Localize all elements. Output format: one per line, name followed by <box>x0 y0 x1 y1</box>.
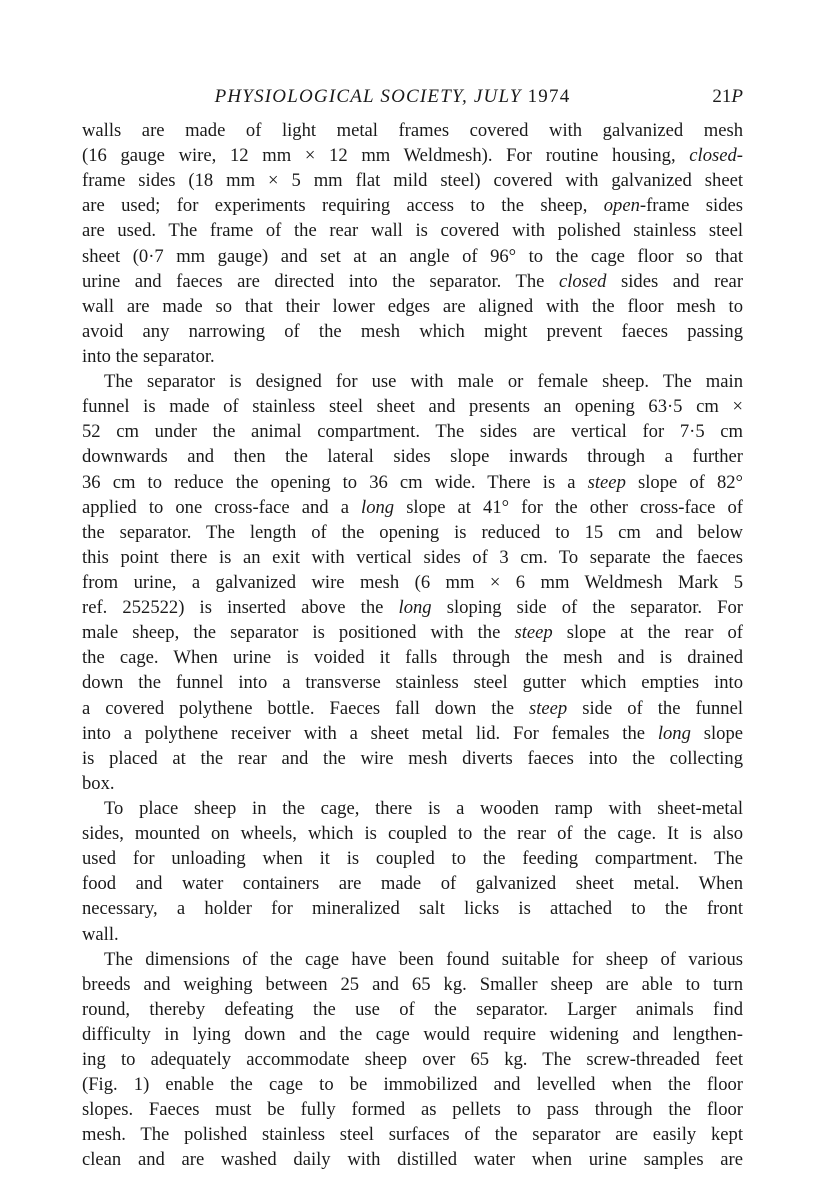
text-segment: difficulty in lying down and the cage would require widening and lengthen- <box>82 1023 743 1045</box>
text-segment: (Fig. 1) enable the cage to be immobilized and levelled when the floor <box>82 1074 743 1096</box>
text-line <box>82 670 743 695</box>
text-segment: To place sheep in the cage, there is a wooden ramp with sheet-metal <box>104 797 743 819</box>
text-segment: into the separator. <box>82 345 215 367</box>
year: 1974 <box>527 86 571 107</box>
italic-term: long <box>398 597 432 619</box>
journal-title <box>82 86 743 108</box>
text-segment: the cage. When urine is voided it falls through the mesh and is drained <box>82 647 743 669</box>
text-line <box>82 545 743 570</box>
text-line <box>82 168 743 193</box>
text-line <box>82 922 743 947</box>
text-line <box>82 1147 743 1172</box>
text-line <box>82 620 743 645</box>
text-line <box>82 394 743 419</box>
text-segment: a covered polythene bottle. Faeces fall down the <box>82 697 530 719</box>
text-segment: male sheep, the separator is positioned with the <box>82 622 515 644</box>
text-segment: down the funnel into a transverse stainless steel gutter which empties into <box>82 672 743 694</box>
text-line <box>82 294 743 319</box>
text-segment: sloping side of the separator. For <box>431 597 743 619</box>
text-segment: slope <box>690 722 743 744</box>
text-line <box>82 796 743 821</box>
text-segment: used for unloading when it is coupled to the feeding compartment. The <box>82 848 743 870</box>
text-line <box>82 1097 743 1122</box>
text-line <box>82 269 743 294</box>
text-line <box>82 570 743 595</box>
text-line <box>82 520 743 545</box>
text-segment: sides and rear <box>606 270 744 292</box>
text-segment: ref. 252522) is inserted above the <box>82 597 399 619</box>
text-line <box>82 771 743 796</box>
text-line <box>82 1122 743 1147</box>
text-segment: -frame sides <box>639 195 743 217</box>
text-segment: slope at 41° for the other cross-face of <box>394 496 743 518</box>
text-segment: slope at the rear of <box>552 622 743 644</box>
text-line <box>82 444 743 469</box>
text-segment: sheet (0·7 mm gauge) and set at an angle of 96° to the cage floor so that <box>82 245 743 267</box>
text-segment: food and water containers are made of galvanized sheet metal. When <box>82 873 743 895</box>
text-line <box>82 871 743 896</box>
text-line <box>82 721 743 746</box>
italic-term: long <box>361 496 395 518</box>
text-segment: downwards and then the lateral sides slope inwards through a further <box>82 446 743 468</box>
text-segment: the separator. The length of the opening is reduced to 15 cm and below <box>82 521 743 543</box>
italic-term: open <box>603 195 640 217</box>
text-segment: is placed at the rear and the wire mesh diverts faeces into the collecting <box>82 747 743 769</box>
running-header <box>82 86 743 114</box>
text-line <box>82 645 743 670</box>
text-line <box>82 344 743 369</box>
text-segment: breeds and weighing between 25 and 65 kg. Smaller sheep are able to turn <box>82 973 743 995</box>
text-segment: slopes. Faeces must be fully formed as pellets to pass through the floor <box>82 1099 743 1121</box>
text-line <box>82 419 743 444</box>
italic-term: closed- <box>689 145 743 167</box>
text-line <box>82 595 743 620</box>
title-text: PHYSIOLOGICAL SOCIETY, JULY <box>214 86 522 107</box>
text-segment: into a polythene receiver with a sheet metal lid. For females the <box>82 722 658 744</box>
text-segment: 52 cm under the animal compartment. The sides are vertical for 7·5 cm <box>82 421 743 443</box>
text-segment: (16 gauge wire, 12 mm × 12 mm Weldmesh). For routine housing, <box>82 145 690 167</box>
text-segment: side of the funnel <box>567 697 743 719</box>
text-segment: funnel is made of stainless steel sheet and presents an opening 63·5 cm × <box>82 396 743 418</box>
text-segment: are used; for experiments requiring access to the sheep, <box>82 195 604 217</box>
page-suffix: P <box>731 86 743 107</box>
italic-term: steep <box>587 471 626 493</box>
text-line <box>82 997 743 1022</box>
text-line <box>82 143 743 168</box>
text-line <box>82 947 743 972</box>
text-line <box>82 696 743 721</box>
body-text <box>82 118 743 1173</box>
text-segment: clean and are washed daily with distilled water when urine samples are <box>82 1149 743 1171</box>
text-line <box>82 746 743 771</box>
text-segment: frame sides (18 mm × 5 mm flat mild steel) covered with galvanized sheet <box>82 170 743 192</box>
text-line <box>82 218 743 243</box>
text-segment: walls are made of light metal frames covered with galvanized mesh <box>82 120 743 141</box>
text-line <box>82 369 743 394</box>
text-segment: The dimensions of the cage have been found suitable for sheep of various <box>104 948 743 970</box>
text-segment: slope of 82° <box>625 471 743 493</box>
text-line <box>82 470 743 495</box>
text-line <box>82 1022 743 1047</box>
text-segment: 36 cm to reduce the opening to 36 cm wide. There is a <box>82 471 588 493</box>
text-segment: from urine, a galvanized wire mesh (6 mm × 6 mm Weldmesh Mark 5 <box>82 571 743 593</box>
text-segment: applied to one cross-face and a <box>82 496 362 518</box>
italic-term: long <box>657 722 691 744</box>
text-line <box>82 495 743 520</box>
text-segment: wall. <box>82 923 119 945</box>
italic-term: closed <box>558 270 607 292</box>
text-segment: box. <box>82 772 115 794</box>
text-line <box>82 846 743 871</box>
text-segment: avoid any narrowing of the mesh which might prevent faeces passing <box>82 320 743 342</box>
text-line <box>82 319 743 344</box>
italic-term: steep <box>514 622 553 644</box>
text-segment: mesh. The polished stainless steel surfaces of the separator are easily kept <box>82 1124 743 1146</box>
text-segment: wall are made so that their lower edges are aligned with the floor mesh to <box>82 295 743 317</box>
text-line <box>82 821 743 846</box>
text-line <box>82 244 743 269</box>
text-segment: round, thereby defeating the use of the separator. Larger animals find <box>82 998 743 1020</box>
text-segment: are used. The frame of the rear wall is covered with polished stainless steel <box>82 220 743 242</box>
text-line <box>82 1072 743 1097</box>
italic-term: steep <box>529 697 568 719</box>
text-line <box>82 972 743 997</box>
text-segment: sides, mounted on wheels, which is coupled to the rear of the cage. It is also <box>82 823 743 845</box>
text-line <box>82 193 743 218</box>
text-segment: ing to adequately accommodate sheep over 65 kg. The screw-threaded feet <box>82 1049 743 1071</box>
text-line <box>82 118 743 143</box>
text-segment: this point there is an exit with vertical sides of 3 cm. To separate the faeces <box>82 546 743 568</box>
text-line <box>82 1047 743 1072</box>
text-line <box>82 896 743 921</box>
text-segment: urine and faeces are directed into the separator. The <box>82 270 559 292</box>
page-number <box>712 86 743 108</box>
page-number-digits: 21 <box>712 86 732 107</box>
text-segment: The separator is designed for use with male or female sheep. The main <box>104 371 743 393</box>
text-segment: necessary, a holder for mineralized salt licks is attached to the front <box>82 898 743 920</box>
